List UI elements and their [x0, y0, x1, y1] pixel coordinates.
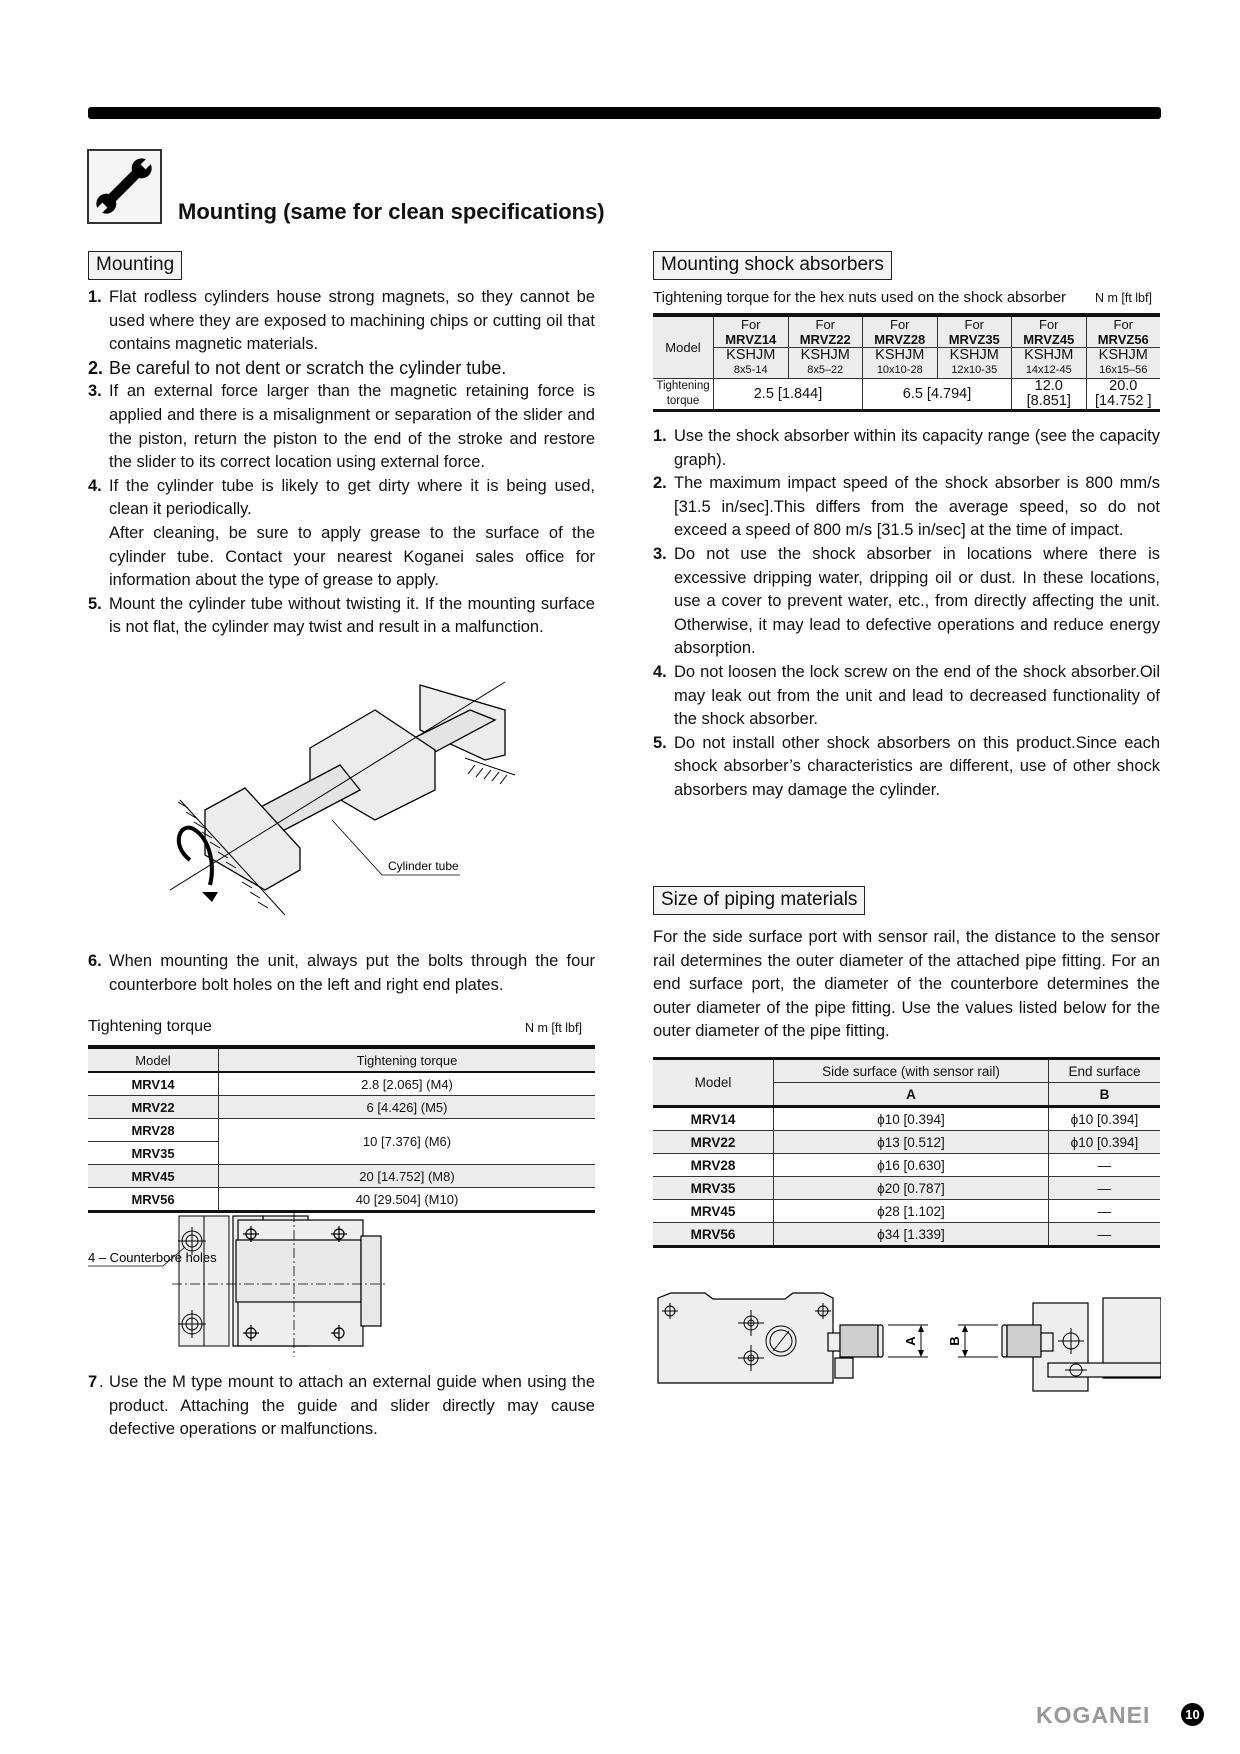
- item-text: Do not loosen the lock screw on the end of the shock absorber.Oil may leak out from the unit and lead to decreased functionality of the shock absorber.: [674, 662, 1160, 729]
- model-cell: MRV56: [653, 1223, 774, 1247]
- piping-intro: For the side surface port with sensor rail, the distance to the sensor rail determines the outer diameter of the attached pipe fitting. For an end surface port, the diameter of the counterbore determines the outer diameter of the pipe fitting. Use the values listed below for the outer diameter of the pipe fitting.: [653, 928, 1160, 1041]
- part-cell: KSHJM 14x12-45: [1012, 348, 1087, 379]
- list-item: [88, 380, 595, 474]
- header-torque: Tightening torque: [219, 1047, 596, 1072]
- part-cell: KSHJM 8x5-14: [714, 348, 789, 379]
- torque-cell: 40 [29.504] (M10): [219, 1188, 596, 1212]
- item-number: 3.: [88, 382, 102, 401]
- torque-table-unit: N m [ft lbf]: [525, 1021, 582, 1035]
- shock-table-unit: N m [ft lbf]: [1095, 291, 1152, 305]
- item-text: Do not install other shock absorbers on this product.Since each shock absorber’s characteristics are different, use of other shock absorbers may damage the cylinder.: [674, 733, 1160, 799]
- for-model-cell: For MRVZ45: [1012, 315, 1087, 348]
- dimension-b-label: B: [947, 1336, 962, 1346]
- part-cell: KSHJM 12x10-35: [937, 348, 1012, 379]
- a-cell: ϕ13 [0.512]: [774, 1131, 1049, 1154]
- mounting-item-6: [88, 950, 595, 997]
- model-cell: MRV14: [653, 1107, 774, 1131]
- for-model-cell: For MRVZ14: [714, 315, 789, 348]
- table-row: [653, 1154, 1160, 1177]
- item-number: 4.: [653, 662, 667, 681]
- shock-table-caption: Tightening torque for the hex nuts used on the shock absorber: [653, 289, 1067, 306]
- section-heading-piping: Size of piping materials: [653, 886, 865, 915]
- model-cell: MRV22: [653, 1131, 774, 1154]
- wrench-icon-box: [87, 149, 162, 224]
- model-cell: MRV45: [88, 1165, 219, 1188]
- torque-cell: 20 [14.752] (M8): [219, 1165, 596, 1188]
- item-text: Use the shock absorber within its capacity range (see the capacity graph).: [674, 427, 1160, 469]
- torque-value: 12.0 [8.851]: [1012, 379, 1087, 411]
- a-header: A: [774, 1083, 1049, 1107]
- end-surface-header: End surface: [1048, 1059, 1160, 1083]
- b-cell: ϕ10 [0.394]: [1048, 1131, 1160, 1154]
- header-model: Model: [88, 1047, 219, 1072]
- model-cell: MRV22: [88, 1096, 219, 1119]
- piping-port-figure: [653, 1283, 1161, 1393]
- section-heading-mounting: Mounting: [88, 251, 182, 280]
- torque-label: Tightening torque: [653, 379, 714, 411]
- item-number: 1.: [88, 288, 102, 306]
- for-model-cell: For MRVZ35: [937, 315, 1012, 348]
- counterbore-label: 4 – Counterbore holes: [88, 1250, 217, 1265]
- item-text: After cleaning, be sure to apply grease to the surface of the cylinder tube. Contact your nearest Koganei sales office for information about the type of grease to apply.: [109, 523, 595, 590]
- item-number: 5.: [653, 733, 667, 752]
- wrench-icon: [89, 151, 160, 222]
- a-cell: ϕ20 [0.787]: [774, 1177, 1049, 1200]
- torque-value: 6.5 [4.794]: [863, 379, 1012, 411]
- cylinder-twist-figure: [150, 670, 530, 920]
- header-rule: [88, 107, 1161, 119]
- for-model-cell: For MRVZ28: [863, 315, 938, 348]
- for-model-cell: For MRVZ56: [1086, 315, 1160, 348]
- b-header: B: [1048, 1083, 1160, 1107]
- item-text: Mount the cylinder tube without twisting it. If the mounting surface is not flat, the cylinder may twist and result in a malfunction.: [109, 594, 595, 637]
- torque-table-caption: Tightening torque: [88, 1018, 212, 1035]
- a-cell: ϕ28 [1.102]: [774, 1200, 1049, 1223]
- item-text: If an external force larger than the magnetic retaining force is applied and there is a misalignment or separation of the slider and the piston, return the piston to the end of the stroke and restore the slider to its correct location using external force.: [109, 382, 595, 472]
- torque-value: 2.5 [1.844]: [714, 379, 863, 411]
- list-item: [88, 475, 595, 593]
- for-model-cell: For MRVZ22: [788, 315, 863, 348]
- item-number: 4.: [88, 476, 102, 495]
- list-item: [88, 1371, 595, 1442]
- a-cell: ϕ34 [1.339]: [774, 1223, 1049, 1247]
- section-heading-shock-absorbers: Mounting shock absorbers: [653, 251, 892, 280]
- list-item: [653, 425, 1160, 472]
- piping-size-table: [653, 1057, 1160, 1248]
- koganei-logo: KOGANEI: [1036, 1702, 1151, 1728]
- item-number: 5.: [88, 594, 102, 613]
- item-text: Do not use the shock absorber in locations where there is excessive dripping water, dripping oil or dust. In these locations, use a cover to prevent water, etc., from directly affecting the unit. Otherwise, it may lead to defective operations and reduce energy absorption.: [674, 544, 1160, 658]
- item-text: . Use the M type mount to attach an external guide when using the product. Attaching the guide and slider directly may cause defective operations or malfunctions.: [99, 1373, 595, 1439]
- table-row: [88, 1096, 595, 1119]
- part-cell: KSHJM 10x10-28: [863, 348, 938, 379]
- b-cell: —: [1048, 1154, 1160, 1177]
- model-label: Model: [653, 315, 714, 379]
- item-text: When mounting the unit, always put the bolts through the four counterbore bolt holes on the left and right end plates.: [109, 952, 595, 994]
- a-cell: ϕ10 [0.394]: [774, 1107, 1049, 1131]
- table-row: [653, 1177, 1160, 1200]
- table-row: [653, 1223, 1160, 1247]
- mounting-item-7: [88, 1371, 595, 1442]
- list-item: [653, 472, 1160, 543]
- list-item: [88, 593, 595, 640]
- list-item: [88, 950, 595, 997]
- model-cell: MRV45: [653, 1200, 774, 1223]
- model-cell: MRV35: [88, 1142, 219, 1165]
- item-number: 7: [88, 1373, 98, 1391]
- table-row: [88, 1072, 595, 1096]
- a-cell: ϕ16 [0.630]: [774, 1154, 1049, 1177]
- item-text: The maximum impact speed of the shock absorber is 800 mm/s [31.5 in/sec].This differs from the average speed, so do not exceed a speed of 800 m/s [31.5 in/sec] at the time of impact.: [674, 474, 1160, 540]
- torque-cell: 6 [4.426] (M5): [219, 1096, 596, 1119]
- b-cell: ϕ10 [0.394]: [1048, 1107, 1160, 1131]
- model-cell: MRV14: [88, 1072, 219, 1096]
- b-cell: —: [1048, 1200, 1160, 1223]
- table-row: [653, 1107, 1160, 1131]
- item-text: If the cylinder tube is likely to get dirty where it is being used, clean it periodically.: [109, 476, 595, 519]
- item-number: 2.: [653, 474, 667, 493]
- table-row: [88, 1119, 595, 1142]
- b-cell: —: [1048, 1177, 1160, 1200]
- mounting-torque-table: [88, 1045, 595, 1213]
- list-item: [653, 543, 1160, 661]
- part-cell: KSHJM 8x5–22: [788, 348, 863, 379]
- model-cell: MRV35: [653, 1177, 774, 1200]
- torque-value: 20.0 [14.752 ]: [1086, 379, 1160, 411]
- model-cell: MRV28: [88, 1119, 219, 1142]
- item-number: 6.: [88, 952, 102, 970]
- list-item: [88, 286, 595, 357]
- item-number: 3.: [653, 544, 667, 563]
- table-row: [653, 1131, 1160, 1154]
- dimension-a-label: A: [903, 1336, 918, 1346]
- counterbore-figure: [88, 1212, 488, 1357]
- table-row: [88, 1188, 595, 1212]
- torque-cell: 2.8 [2.065] (M4): [219, 1072, 596, 1096]
- model-cell: MRV56: [88, 1188, 219, 1212]
- shock-list: [653, 425, 1160, 803]
- list-item: [653, 732, 1160, 803]
- model-cell: MRV28: [653, 1154, 774, 1177]
- model-header: Model: [653, 1059, 774, 1107]
- part-cell: KSHJM 16x15–56: [1086, 348, 1160, 379]
- side-surface-header: Side surface (with sensor rail): [774, 1059, 1049, 1083]
- item-number: 2.: [88, 357, 104, 378]
- b-cell: —: [1048, 1223, 1160, 1247]
- item-text: Flat rodless cylinders house strong magnets, so they cannot be used where they are exposed to machining chips or cutting oil that contains magnetic materials.: [109, 288, 595, 354]
- item-number: 1.: [653, 427, 667, 445]
- page-title: Mounting (same for clean specifications): [178, 199, 605, 224]
- item-text: Be careful to not dent or scratch the cylinder tube.: [109, 357, 507, 378]
- cylinder-tube-label: Cylinder tube: [388, 859, 459, 873]
- table-row: [88, 1165, 595, 1188]
- page-number: 10: [1181, 1703, 1204, 1726]
- list-item: [88, 357, 595, 381]
- list-item: [653, 661, 1160, 732]
- shock-absorber-torque-table: [653, 313, 1160, 412]
- table-row: [653, 1200, 1160, 1223]
- mounting-list: [88, 286, 595, 640]
- torque-cell: 10 [7.376] (M6): [219, 1119, 596, 1165]
